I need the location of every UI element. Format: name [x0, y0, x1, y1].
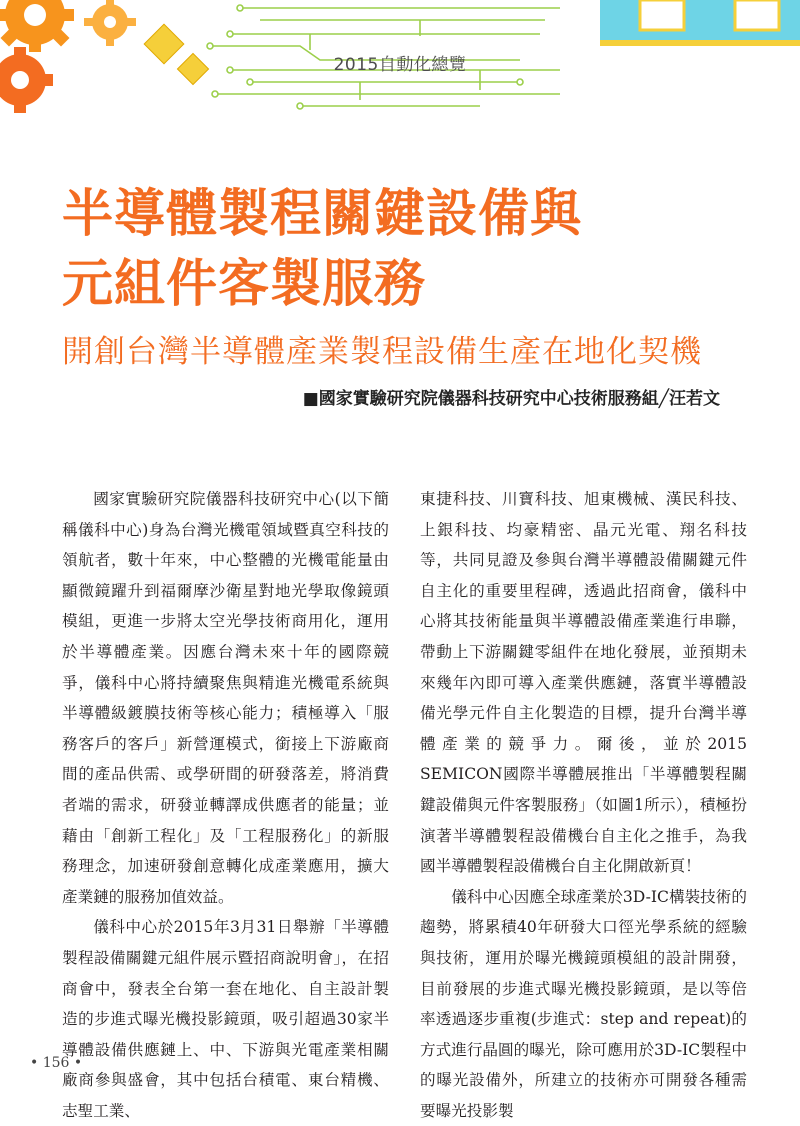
body-paragraph: 東捷科技、川寶科技、旭東機械、漢民科技、上銀科技、均豪精密、晶元光電、翔名科技等，共同見證及參與台灣半導體設備關鍵元件自主化的重要里程碑，透過此招商會，儀科中心將其技術能量與半導體設備產業進行串聯，帶動上下游關鍵零組件在地化發展，並預期未來幾年內即可導入產業供應鏈，落實半導體設備光學元件自主化製造的目標，提升台灣半導體產業的競爭力。爾後，並於2015 SEMICON國際半導體展推出「半導體製程關鍵設備與元件客製服務」（如圖1所示），積極扮演著半導體製程設備機台自主化之推手，為我國半導體製程設備機台自主化開啟新頁！ — [420, 484, 747, 882]
body-paragraph: 儀科中心於2015年3月31日舉辦「半導體製程設備關鍵元組件展示暨招商說明會」，在招商會中，發表全台第一套在地化、自主設計製造的步進式曝光機投影鏡頭，吸引超過30家半導體設備供應鏈上、中、下游與光電產業相關廠商參與盛會，其中包括台積電、東台精機、志聖工業、 — [62, 912, 389, 1126]
article-title-line-2: 元組件客製服務 — [62, 252, 762, 318]
article-byline: ■國家實驗研究院儀器科技研究中心技術服務組╱汪若文 — [303, 384, 720, 409]
body-paragraph: 國家實驗研究院儀器科技研究中心(以下簡稱儀科中心)身為台灣光機電領域暨真空科技的領航者，數十年來，中心整體的光機電能量由顯微鏡躍升到福爾摩沙衛星對地光學取像鏡頭模組，更進一步將太空光學技術商用化，運用於半導體產業。因應台灣未來十年的國際競爭，儀科中心將持續聚焦與精進光機電系統與半導體級鍍膜技術等核心能力；積極導入「服務客戶的客戶」新營運模式，銜接上下游廠商間的產品供需、或學研間的研發落差，將消費者端的需求，研發並轉譯成供應者的能量；並藉由「創新工程化」及「工程服務化」的新服務理念，加速研發創意轉化成產業應用，擴大產業鏈的服務加值效益。 — [62, 484, 389, 912]
body-column-right — [420, 484, 747, 1126]
page-number: • 156 • — [30, 1055, 82, 1071]
header-label: 2015自動化總覽 — [0, 50, 800, 75]
article-title-line-1: 半導體製程關鍵設備與 — [62, 182, 762, 248]
page-header — [0, 0, 800, 120]
banner-graphic — [600, 0, 800, 46]
article-subtitle: 開創台灣半導體產業製程設備生產在地化契機 — [62, 332, 782, 372]
body-column-left — [62, 484, 389, 1126]
body-paragraph: 儀科中心因應全球產業於3D-IC構裝技術的趨勢，將累積40年研發大口徑光學系統的經驗與技術，運用於曝光機鏡頭模組的設計開發，目前發展的步進式曝光機投影鏡頭，是以等倍率透過逐步重複(步進式：step and repeat)的方式進行晶圓的曝光，除可應用於3D-IC製程中的曝光設備外，所建立的技術亦可開發各種需要曝光投影製 — [420, 882, 747, 1126]
